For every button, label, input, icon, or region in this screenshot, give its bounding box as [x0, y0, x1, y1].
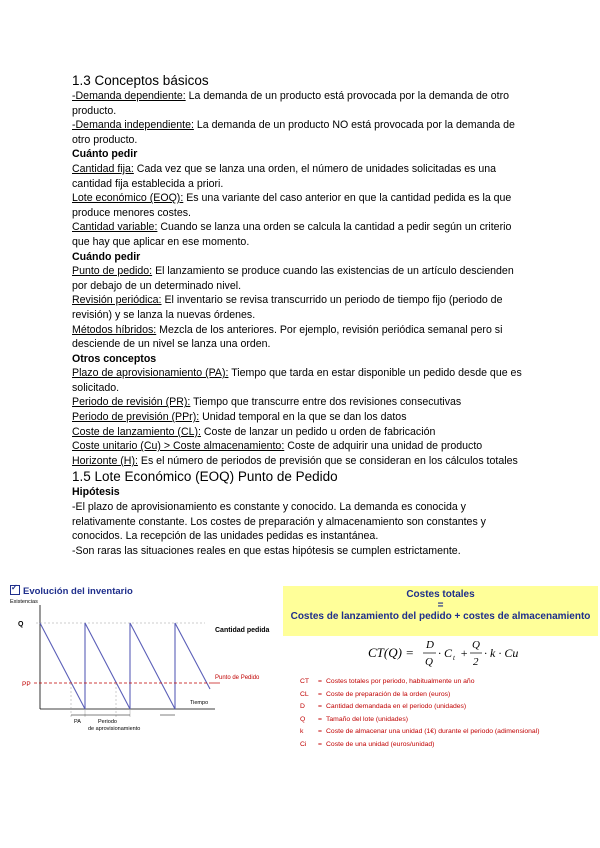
- legend-text: Costes totales por periodo, habitualmente un año: [326, 678, 475, 685]
- paragraph-cantidad-variable: [72, 220, 528, 249]
- formula-svg: [368, 635, 528, 671]
- text-plazo: Tiempo que tarda en estar disponible un pedido desde que es solicitado.: [72, 367, 522, 394]
- term-horizonte: Horizonte (H):: [72, 454, 138, 467]
- paragraph-eoq: [72, 191, 528, 220]
- text-periodo-prevision: Unidad temporal en la que se dan los datos: [199, 411, 407, 424]
- text-eoq: Es una variante del caso anterior en que la cantidad pedida es la que produce menores costes.: [72, 192, 512, 219]
- svg-text:Q: Q: [472, 639, 480, 651]
- paragraph-punto-pedido: [72, 264, 528, 293]
- heading-cuanto-pedir: Cuánto pedir: [72, 148, 138, 161]
- text-coste-unitario: Coste de adquirir una unidad de producto: [284, 440, 483, 453]
- term-coste-unitario: Coste unitario (Cu) > Coste almacenamiento:: [72, 440, 285, 453]
- legend-symbol: k: [300, 728, 304, 736]
- paragraph-cantidad-fija: [72, 162, 528, 191]
- legend-symbol: Q: [300, 715, 306, 723]
- svg-text:· C: · C: [438, 646, 453, 660]
- pa-label: PA: [74, 719, 81, 725]
- term-metodos-hibridos: Métodos híbridos:: [72, 323, 157, 336]
- paragraph-coste-unitario: [72, 439, 528, 454]
- y-axis-label: Existencias: [10, 599, 38, 605]
- text-periodo-revision: Tiempo que transcurre entre dos revisiones consecutivas: [190, 396, 462, 409]
- legend-symbol: Ci: [300, 740, 307, 748]
- text-demanda-dependiente: La demanda de un producto está provocada por la demanda de otro producto.: [72, 90, 510, 117]
- pp-label: PP: [22, 681, 31, 688]
- banner-line-3: Costes de lanzamiento del pedido + costes de almacenamiento: [290, 611, 591, 622]
- term-demanda-dependiente: -Demanda dependiente:: [72, 90, 186, 102]
- cost-formula: [368, 635, 528, 676]
- formula-legend: [300, 676, 595, 752]
- inventory-figure: [10, 585, 280, 745]
- term-eoq: Lote económico (EOQ):: [72, 192, 184, 205]
- term-plazo: Plazo de aprovisionamiento (PA):: [72, 367, 229, 380]
- text-horizonte: Es el número de periodos de previsión que se consideran en los cálculos totales: [137, 454, 518, 467]
- legend-row: Q = Tamaño del lote (unidades): [300, 714, 595, 727]
- paragraph-periodo-prevision: [72, 410, 528, 425]
- svg-text:t: t: [453, 654, 455, 662]
- text-punto-pedido: El lanzamiento se produce cuando las existencias de un artículo descienden por debajo de un determinado nivel.: [72, 265, 514, 292]
- term-revision-periodica: Revisión periódica:: [72, 294, 162, 307]
- checkbox-icon: [10, 585, 20, 595]
- paragraph-hipotesis-1: -El plazo de aprovisionamiento es constante y conocido. La demanda es conocida y relativamente constante. Los costes de preparación y almacenamiento son constantes y conocidos. La recepción de las unidades pedidas es instantánea.: [72, 501, 486, 543]
- legend-row: D = Cantidad demandada en el periodo (unidades): [300, 701, 595, 714]
- figure-title: [10, 585, 133, 597]
- punto-de-pedido-label: Punto de Pedido: [215, 675, 260, 681]
- legend-row: CL = Coste de preparación de la orden (euros): [300, 689, 595, 702]
- paragraph-horizonte: [72, 454, 528, 469]
- svg-text:+: +: [460, 646, 469, 660]
- term-cantidad-fija: Cantidad fija:: [72, 162, 134, 175]
- svg-text:2: 2: [473, 656, 479, 668]
- heading-cuando-pedir: Cuándo pedir: [72, 250, 141, 263]
- svg-text:Q: Q: [425, 656, 433, 668]
- legend-text: Tamaño del lote (unidades): [326, 715, 408, 723]
- legend-text: Cantidad demandada en el periodo (unidades): [326, 703, 467, 711]
- text-cantidad-variable: Cuando se lanza una orden se calcula la cantidad a pedir según un criterio que hay que aplicar en ese momento.: [72, 221, 512, 248]
- document-body: [72, 72, 528, 558]
- svg-text:CT(Q) =: CT(Q) =: [368, 645, 414, 660]
- text-demanda-independiente: La demanda de un producto NO está provocada por la demanda de otro producto.: [72, 119, 515, 146]
- paragraph-demanda-independiente: [72, 118, 528, 147]
- paragraph-revision-periodica: [72, 293, 528, 322]
- legend-text: Coste de una unidad (euros/unidad): [326, 740, 435, 748]
- figure-title-text: Evolución del inventario: [23, 586, 133, 597]
- term-periodo-prevision: Periodo de previsión (PPr):: [72, 411, 200, 424]
- text-coste-lanzamiento: Coste de lanzar un pedido u orden de fabricación: [200, 425, 436, 438]
- term-periodo-revision: Periodo de revisión (PR):: [72, 396, 191, 409]
- tiempo-label: Tiempo: [190, 700, 209, 706]
- term-demanda-independiente: -Demanda independiente:: [72, 119, 194, 132]
- paragraph-metodos-hibridos: [72, 323, 528, 352]
- q-label: Q: [18, 621, 24, 628]
- aprovisionamiento-label: de aprovisionamiento: [88, 726, 141, 732]
- legend-row: Ci = Coste de una unidad (euros/unidad): [300, 739, 595, 752]
- section-title-1-5: 1.5 Lote Económico (EOQ) Punto de Pedido: [72, 469, 338, 485]
- heading-hipotesis: Hipótesis: [72, 486, 120, 499]
- legend-row: k = Coste de almacenar una unidad (1€) durante el periodo (adimensional): [300, 726, 595, 739]
- legend-text: Coste de almacenar una unidad (1€) durante el periodo (adimensional): [326, 728, 540, 736]
- paragraph-periodo-revision: [72, 395, 528, 410]
- banner-equals: =: [437, 600, 444, 611]
- term-punto-pedido: Punto de pedido:: [72, 265, 153, 278]
- inventory-diagram: [10, 599, 280, 745]
- text-cantidad-fija: Cada vez que se lanza una orden, el número de unidades solicitadas es una cantidad fija establecida a priori.: [72, 162, 497, 190]
- paragraph-coste-lanzamiento: [72, 425, 528, 440]
- heading-otros-conceptos: Otros conceptos: [72, 352, 157, 365]
- text-revision-periodica: El inventario se revisa transcurrido un periodo de tiempo fijo (periodo de revisión) y se lanza la nuevas órdenes.: [72, 294, 503, 321]
- total-cost-banner: [283, 586, 598, 636]
- legend-text: Coste de preparación de la orden (euros): [326, 690, 451, 698]
- svg-text:D: D: [426, 639, 434, 651]
- legend-symbol: CT: [300, 678, 310, 685]
- paragraph-hipotesis-2: -Son raras las situaciones reales en que estas hipótesis se cumplen estrictamente.: [72, 544, 461, 557]
- paragraph-demanda-dependiente: [72, 89, 528, 118]
- banner-line-1: Costes totales: [406, 589, 475, 600]
- text-metodos-hibridos: Mezcla de los anteriores. Por ejemplo, revisión periódica semanal pero si desciende de un nivel se lanza una orden.: [72, 323, 503, 351]
- legend-symbol: D: [300, 703, 305, 711]
- svg-text:· k · Cu: · k · Cu: [484, 646, 519, 660]
- legend-symbol: CL: [300, 690, 309, 698]
- section-title-1-3: 1.3 Conceptos básicos: [72, 73, 209, 88]
- term-cantidad-variable: Cantidad variable:: [72, 221, 158, 234]
- periodo-label: Periodo: [98, 719, 117, 725]
- paragraph-plazo: [72, 366, 528, 395]
- inventory-sawtooth: [40, 623, 210, 709]
- cantidad-pedida-label: Cantidad pedida: [215, 627, 270, 634]
- term-coste-lanzamiento: Coste de lanzamiento (CL):: [72, 425, 201, 438]
- legend-row: CT = Costes totales por periodo, habitualmente un año: [300, 676, 595, 689]
